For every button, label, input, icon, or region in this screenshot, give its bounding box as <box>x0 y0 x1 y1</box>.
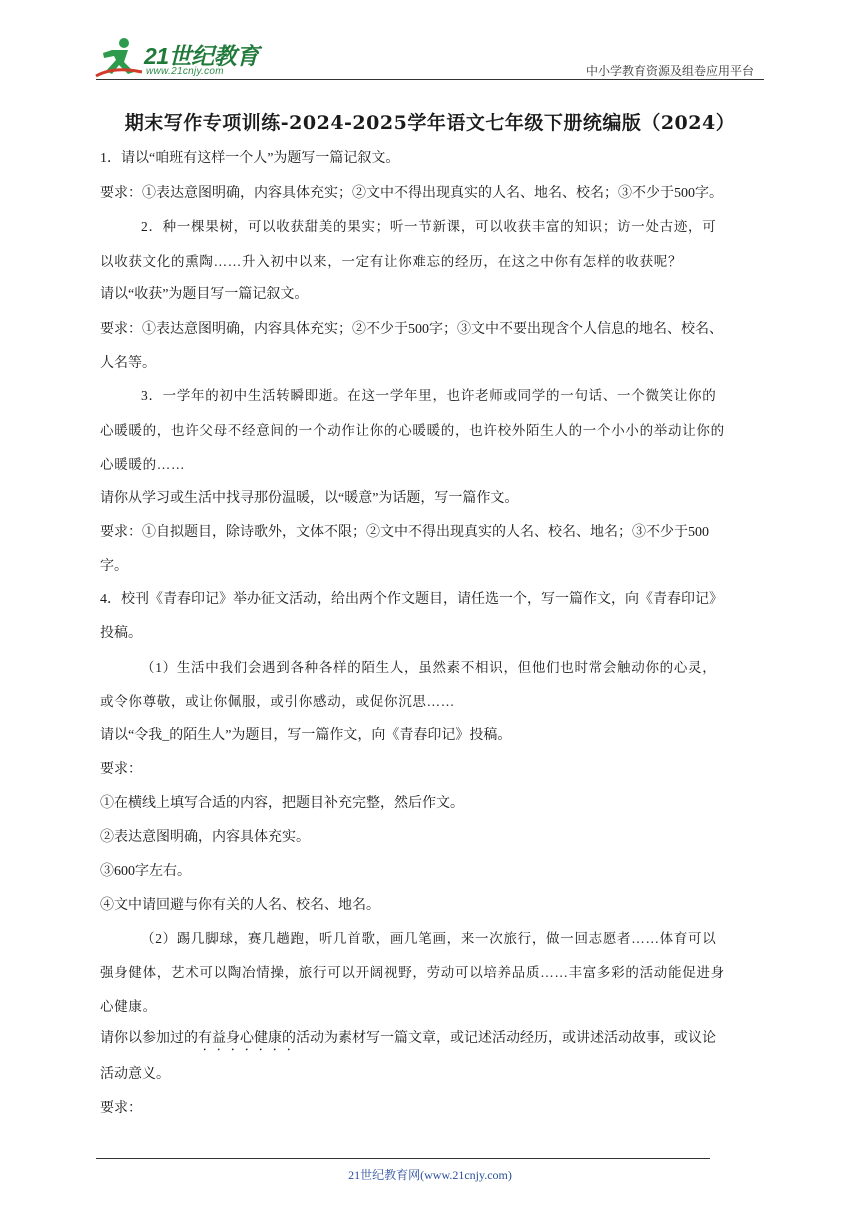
header-divider <box>96 79 764 80</box>
platform-label: 中小学教育资源及组卷应用平台 <box>585 64 754 78</box>
q2-requirements-line1: 要求：①表达意图明确，内容具体充实；②不少于500字；③文中不要出现含个人信息的地名、校名、 <box>100 322 723 337</box>
logo-text: 21世纪教育 <box>144 43 259 69</box>
q4-text-line2: 投稿。 <box>100 626 142 641</box>
q4-option1-line1: （1）生活中我们会遇到各种各样的陌生人，虽然素不相识，但他们也时常会触动你的心灵， <box>141 660 717 675</box>
q4-requirements-label: 要求： <box>100 762 142 777</box>
q2-prompt-line1: 2．种一棵果树，可以收获甜美的果实；听一节新课，可以收获丰富的知识；访一处古迹，可 <box>141 219 717 234</box>
q3-prompt-line1: 3．一学年的初中生活转瞬即逝。在这一学年里，也许老师或同学的一句话、一个微笑让你的 <box>141 388 717 403</box>
q4-option2-instruction-line1 <box>100 1030 716 1054</box>
q3-requirements-line2: 字。 <box>100 559 128 574</box>
logo <box>94 36 264 80</box>
q4-requirement-2: ②表达意图明确，内容具体充实。 <box>100 830 310 845</box>
q3-prompt-line2: 心暖暖的，也许父母不经意间的一个动作让你的心暖暖的，也许校外陌生人的一个小小的举动让你的 <box>100 423 725 438</box>
q4-option2-line3: 心健康。 <box>100 999 157 1014</box>
q4-requirement-3: ③600字左右。 <box>100 864 191 879</box>
q4-requirement-1: ①在横线上填写合适的内容，把题目补充完整，然后作文。 <box>100 796 464 811</box>
q4-option1-instruction: 请以“令我_的陌生人”为题目，写一篇作文，向《青春印记》投稿。 <box>100 728 512 743</box>
q3-instruction: 请你从学习或生活中找寻那份温暖，以“暖意”为话题，写一篇作文。 <box>100 491 519 506</box>
q2-requirements-line2: 人名等。 <box>100 356 156 371</box>
q2-prompt-line2: 以收获文化的熏陶……升入初中以来，一定有让你难忘的经历，在这之中你有怎样的收获呢？ <box>100 254 683 269</box>
q4-option2-requirements-label: 要求： <box>100 1101 142 1116</box>
runner-logo-icon <box>94 36 146 80</box>
q1-text: 1．请以“咱班有这样一个人”为题写一篇记叙文。 <box>100 151 400 166</box>
q2-instruction: 请以“收获”为题目写一篇记叙文。 <box>100 287 309 302</box>
q4-option2-emphasis: 有益身心健康的 <box>198 1031 296 1046</box>
logo-url: www.21cnjy.com <box>146 66 224 77</box>
footer-divider <box>96 1158 710 1159</box>
q4-text-line1: 4．校刊《青春印记》举办征文活动，给出两个作文题目，请任选一个，写一篇作文，向《青春印记》 <box>100 592 723 607</box>
q4-option2-instruction-post: 活动为素材写一篇文章，或记述活动经历，或讲述活动故事，或议论 <box>296 1031 716 1046</box>
q4-option1-line2: 或令你尊敬，或让你佩服，或引你感动，或促你沉思…… <box>100 694 455 709</box>
q4-requirement-4: ④文中请回避与你有关的人名、校名、地名。 <box>100 898 380 913</box>
q4-option2-instruction-pre: 请你以参加过的 <box>100 1031 198 1046</box>
q4-option2-line2: 强身健体，艺术可以陶冶情操，旅行可以开阔视野，劳动可以培养品质……丰富多彩的活动能促进身 <box>100 965 725 980</box>
q3-prompt-line3: 心暖暖的…… <box>100 457 186 472</box>
page-title: 期末写作专项训练-2024-2025学年语文七年级下册统编版（2024） <box>124 112 736 134</box>
footer-link[interactable]: 21世纪教育网(www.21cnjy.com) <box>348 1168 512 1182</box>
q4-option2-instruction-line2: 活动意义。 <box>100 1067 170 1082</box>
q1-requirements: 要求：①表达意图明确，内容具体充实；②文中不得出现真实的人名、地名、校名；③不少于500字。 <box>100 186 723 201</box>
q4-option2-line1: （2）踢几脚球，赛几趟跑，听几首歌，画几笔画，来一次旅行，做一回志愿者……体育可以 <box>141 931 717 946</box>
q3-requirements-line1: 要求：①自拟题目，除诗歌外，文体不限；②文中不得出现真实的人名、校名、地名；③不少于500 <box>100 525 709 540</box>
